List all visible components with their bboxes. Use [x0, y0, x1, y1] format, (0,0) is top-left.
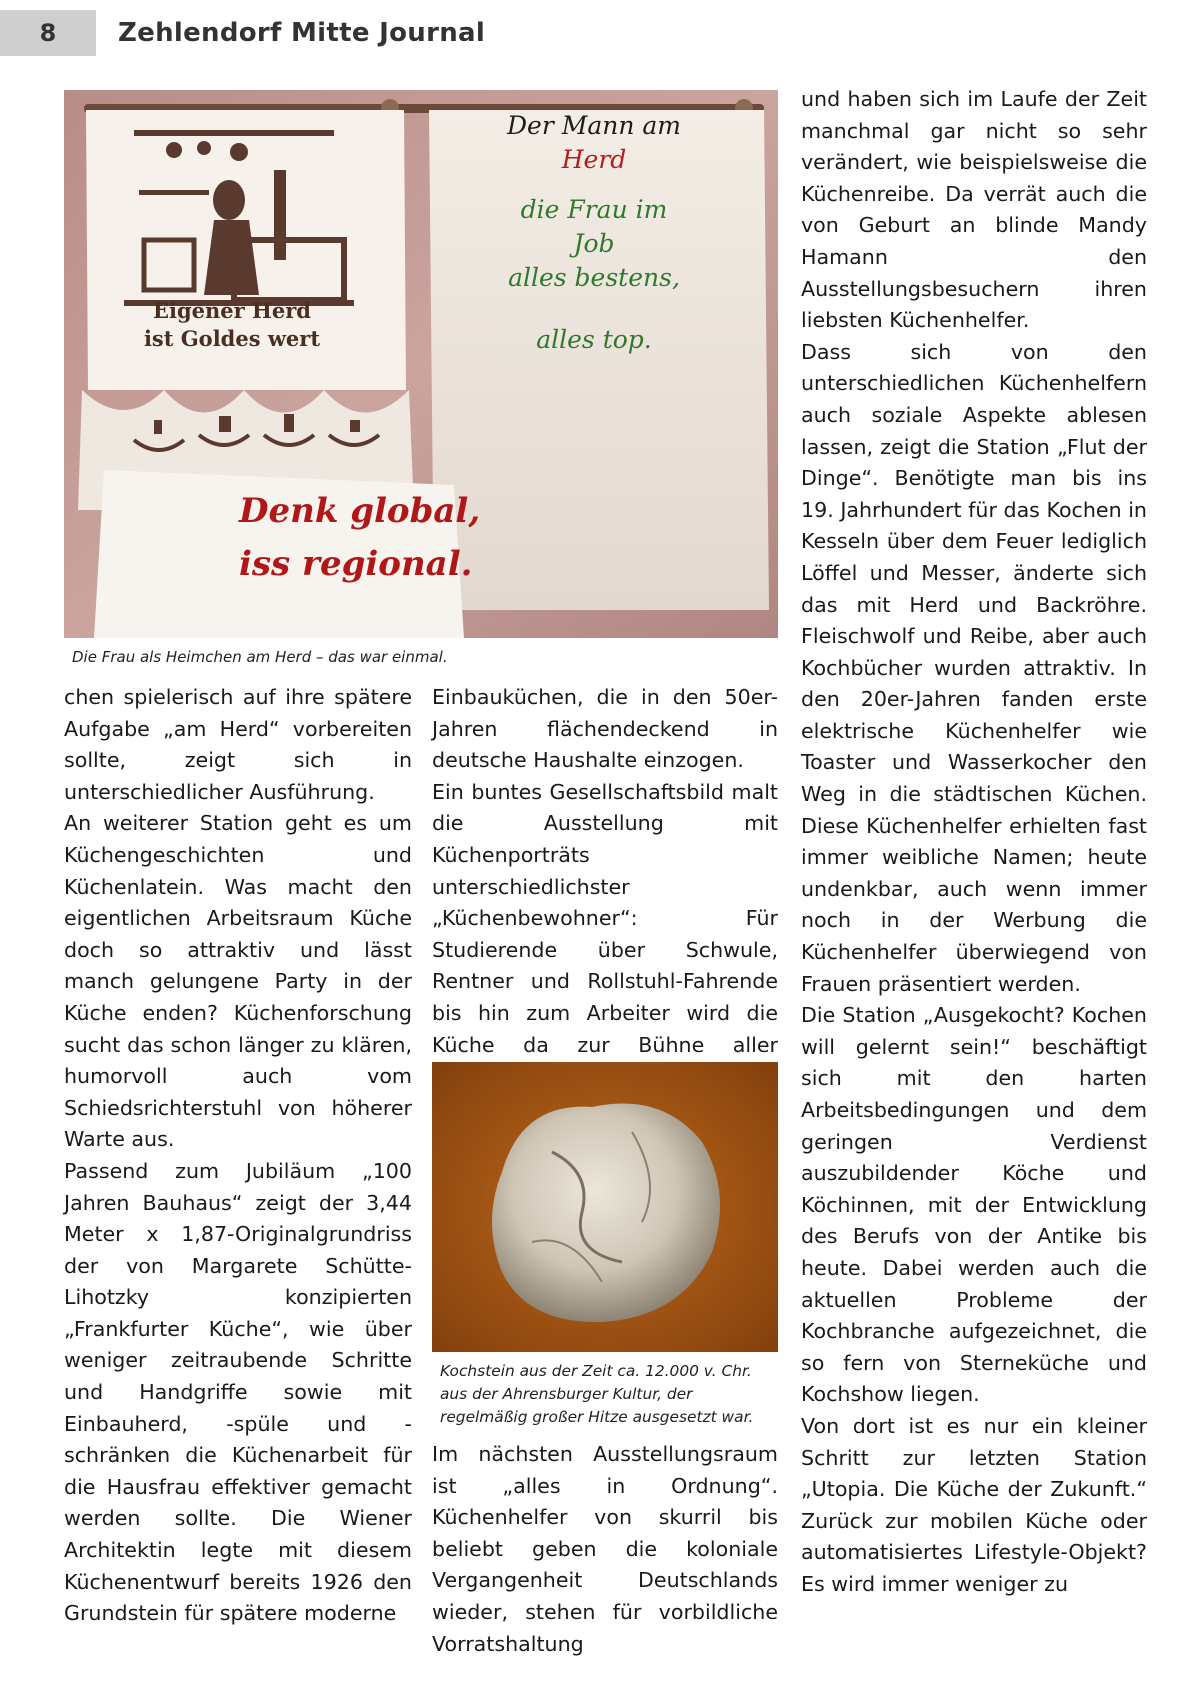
svg-text:Denk global,: Denk global,	[239, 491, 481, 531]
paragraph: Die Station „Ausgekocht? Kochen will gelernt sein!“ beschäftigt sich mit den harten Arbeitsbedingungen und dem geringen Verdienst auszubildender Köche und Köchinnen, mit der Entwicklung des Berufs von der Antike bis heute. Dabei werden auch die aktuellen Probleme der Kochbranche aufgezeichnet, die so fern von Sterneküche und Kochshow liegen.	[801, 1003, 1147, 1407]
article-column-1	[64, 682, 412, 1630]
paragraph: chen spielerisch auf ihre spätere Aufgabe „am Herd“ vorbereiten sollte, zeigt sich in unterschiedlicher Ausführung.	[64, 685, 412, 804]
page-number: 8	[0, 10, 96, 56]
svg-text:alles top.: alles top.	[536, 325, 652, 354]
svg-text:Job: Job	[573, 229, 615, 258]
svg-text:iss regional.: iss regional.	[239, 544, 473, 584]
svg-text:Eigener Herd: Eigener Herd	[153, 298, 311, 323]
main-photo-caption: Die Frau als Heimchen am Herd – das war einmal.	[72, 648, 448, 666]
paragraph: Dass sich von den unterschiedlichen Küchenhelfern auch soziale Aspekte ablesen lassen, zeigt die Station „Flut der Dinge“. Benötigte man bis ins 19. Jahrhundert für das Kochen in Kesseln über dem Feuer lediglich Löffel und Messer, änderte sich das mit Herd und Backröhre. Fleischwolf und Reibe, aber auch Kochbücher wurden attraktiv. In den 20er-Jahren fanden erste elektrische Küchenhelfer wie Toaster und Wasserkocher den Weg in die städtischen Küchen. Diese Küchenhelfer erhielten fast immer weibliche Namen; heute undenkbar, auch wenn immer noch in der Werbung die Küchenhelfer überwiegend von Frauen präsentiert werden.	[801, 339, 1147, 996]
svg-text:Herd: Herd	[561, 145, 627, 174]
paragraph: Passend zum Jubiläum „100 Jahren Bauhaus“ zeigt der 3,44 Meter x 1,87-Originalgrundriss der von Margarete Schütte-Lihotzky konzipierten „Frankfurter Küche“, wie über weniger zeitraubende Schritte und Handgriffe sowie mit Einbauherd, -spüle und -schränken die Küchenarbeit für die Hausfrau effektiver gemacht werden sollte. Die Wiener Architektin legte mit diesem Küchenentwurf bereits 1926 den Grundstein für spätere moderne	[64, 1158, 412, 1626]
paragraph: Im nächsten Ausstellungsraum ist „alles in Ordnung“. Küchenhelfer von skurril bis beliebt geben die koloniale Vergangenheit Deutschlands wieder, stehen für vorbildliche Vorratshaltung	[432, 1442, 778, 1656]
svg-text:Der Mann am: Der Mann am	[507, 111, 681, 140]
main-photo	[64, 90, 778, 638]
page-header	[0, 0, 1200, 72]
paragraph: und haben sich im Laufe der Zeit manchmal gar nicht so sehr verändert, wie beispielsweise die Küchenreibe. Da verrät auch die von Geburt an blinde Mandy Hamann den Ausstellungsbesuchern ihren liebsten Küchenhelfer.	[801, 87, 1147, 333]
article-column-2	[432, 682, 778, 1093]
paragraph: An weiterer Station geht es um Küchengeschichten und Küchenlatein. Was macht den eigentlichen Arbeitsraum Küche doch so attraktiv und lässt manch gelungene Party in der Küche enden? Küchenforschung sucht das schon länger zu klären, humorvoll auch vom Schiedsrichterstuhl von höherer Warte aus.	[64, 811, 412, 1152]
journal-title: Zehlendorf Mitte Journal	[118, 18, 486, 48]
paragraph: Ein buntes Gesellschaftsbild malt die Ausstellung mit Küchenporträts unterschiedlichster „Küchenbewohner“: Für Studierende über Schwule, Rentner und Rollstuhl-Fahrende bis hin zum Arbeiter wird die Küche da zur Bühne aller	[432, 779, 778, 1057]
stone-photo	[432, 1062, 778, 1352]
article-column-3	[801, 84, 1147, 1601]
svg-text:alles bestens,: alles bestens,	[508, 263, 680, 292]
article-column-2-lower	[432, 1439, 778, 1660]
paragraph: Einbauküchen, die in den 50er-Jahren flächendeckend in deutsche Haushalte einzogen.	[432, 685, 778, 773]
svg-text:ist Goldes wert: ist Goldes wert	[143, 326, 321, 351]
stone-photo-caption: Kochstein aus der Zeit ca. 12.000 v. Chr. aus der Ahrensburger Kultur, der regelmäßig großer Hitze ausgesetzt war.	[440, 1362, 754, 1426]
paragraph: Von dort ist es nur ein kleiner Schritt zur letzten Station „Utopia. Die Küche der Zukunft.“ Zurück zur mobilen Küche oder automatisiertes Lifestyle-Objekt? Es wird immer weniger zu	[801, 1413, 1147, 1596]
svg-text:die Frau im: die Frau im	[520, 195, 668, 224]
